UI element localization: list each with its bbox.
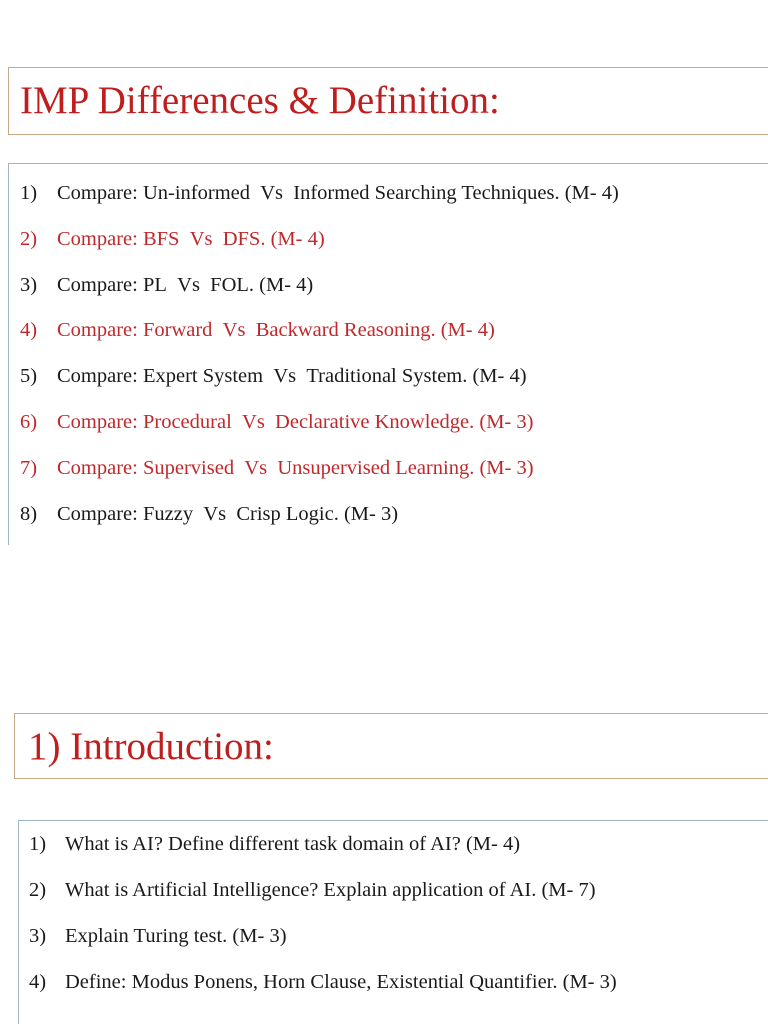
section2-item-number: 1) (29, 833, 47, 855)
section1-item-number: 5) (20, 365, 38, 388)
section1-item-text: Compare: Supervised Vs Unsupervised Learning. (M- 3) (57, 456, 534, 479)
section2-item-3 (29, 926, 287, 947)
section2-item-1 (29, 834, 520, 855)
section1-item-text: Compare: BFS Vs DFS. (M- 4) (57, 227, 325, 250)
section1-item-number: 8) (20, 502, 38, 525)
section2-item-text: Define: Modus Ponens, Horn Clause, Existential Quantifier. (M- 3) (65, 971, 617, 993)
section1-item-text: Compare: Un-informed Vs Informed Searching Techniques. (M- 4) (57, 182, 619, 204)
section1-item-4 (20, 320, 495, 341)
section2-item-text: Explain Turing test. (M- 3) (65, 925, 287, 947)
section1-list-box (8, 163, 768, 545)
section1-item-text: Compare: PL Vs FOL. (M- 4) (57, 273, 314, 296)
section1-item-number: 3) (20, 273, 38, 296)
section1-item-text: Compare: Forward Vs Backward Reasoning. (M- 4) (57, 319, 495, 342)
section1-item-text: Compare: Fuzzy Vs Crisp Logic. (M- 3) (57, 502, 399, 525)
section1-item-text: Compare: Expert System Vs Traditional System. (M- 4) (57, 365, 527, 388)
section2-item-number: 3) (29, 925, 47, 947)
section1-item-8 (20, 504, 398, 525)
section2-item-text: What is AI? Define different task domain of AI? (M- 4) (65, 833, 521, 855)
section2-title: 1) Introduction: (28, 725, 274, 768)
section1-item-3 (20, 275, 313, 296)
section1-item-number: 7) (20, 456, 38, 479)
section1-item-7 (20, 458, 534, 479)
section1-item-number: 1) (20, 182, 38, 204)
section1-item-text: Compare: Procedural Vs Declarative Knowledge. (M- 3) (57, 411, 534, 433)
section1-item-number: 2) (20, 227, 38, 250)
section2-item-number: 4) (29, 971, 47, 993)
section2-item-text: What is Artificial Intelligence? Explain application of AI. (M- 7) (65, 879, 596, 901)
section2-item-2 (29, 880, 596, 901)
section2-item-4 (29, 972, 617, 993)
section1-item-1 (20, 183, 619, 204)
section1-item-5 (20, 366, 527, 387)
section1-item-6 (20, 412, 533, 433)
section2-item-number: 2) (29, 879, 47, 901)
section1-item-2 (20, 229, 325, 250)
section1-item-number: 4) (20, 319, 38, 342)
section1-title: IMP Differences & Definition: (20, 79, 500, 122)
section1-item-number: 6) (20, 411, 38, 433)
